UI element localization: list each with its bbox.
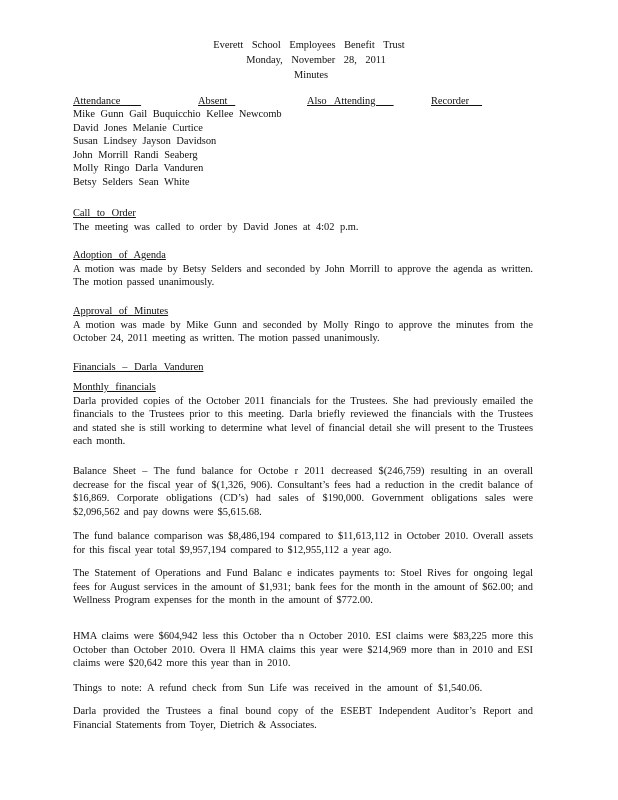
- absent-header: Absent: [198, 96, 236, 107]
- attendance-row: John Morrill Randi Seaberg: [73, 149, 198, 161]
- approval-section: [73, 305, 533, 346]
- adoption-section: [73, 249, 533, 290]
- claims-paragraph: [73, 630, 533, 671]
- audit-report-paragraph: [73, 705, 533, 732]
- attendance-row: Susan Lindsey Jayson Davidson: [73, 136, 217, 148]
- document-header: [0, 38, 618, 83]
- financials-heading: Financials – Darla Vanduren: [73, 362, 204, 373]
- call-to-order-section: [73, 207, 533, 234]
- balance-sheet-paragraph: [73, 465, 533, 519]
- financials-paragraph-4: The Statement of Operations and Fund Balanc e indicates payments to: Stoel Rives for ongoing legal fees for August services in the amount of $1,931; bank fees for the month in the amount of $62.00; and Wellness Program expenses for the month in the amount of $772.00.: [73, 568, 533, 607]
- attendance-row: Betsy Selders Sean White: [73, 176, 190, 188]
- financials-paragraph-3: The fund balance comparison was $8,486,194 compared to $11,613,112 in October 2010. Overall assets for this fiscal year total $9,957,194 compared to $12,955,112 a year ago.: [73, 531, 533, 556]
- financials-paragraph-2: Balance Sheet – The fund balance for Octobe r 2011 decreased $(246,759) resulting in an overall decrease for the fiscal year of $(1,326, 906). Consultant’s fees had a reduction in the credit balance of $16,869. Corporate obligations (CD’s) had sales of $190,000. Government obligations sales were $2,096,562 and pay downs were $5,615.68.: [73, 466, 533, 518]
- financials-section: [73, 361, 533, 375]
- recorder-header: Recorder: [431, 96, 483, 107]
- attendance-row: Molly Ringo Darla Vanduren: [73, 163, 204, 175]
- doc-type: Minutes: [293, 70, 329, 81]
- attendance-header: Attendance: [73, 96, 142, 107]
- fund-balance-paragraph: [73, 530, 533, 557]
- statement-operations-paragraph: [73, 567, 533, 608]
- financials-paragraph-1: Darla provided copies of the October 2011 financials for the Trustees. She had previously emailed the financials to the Trustees prior to this meeting. Darla briefly reviewed the financials with the Trustees and stated she is still working to determine what level of financial detail she will present to the Trustees each month.: [73, 395, 533, 448]
- adoption-heading: Adoption of Agenda: [73, 250, 166, 261]
- also-attending-header: Also Attending: [307, 96, 394, 107]
- attendance-headers: [0, 95, 618, 109]
- financials-paragraph-7: Darla provided the Trustees a final bound copy of the ESEBT Independent Auditor’s Report and Financial Statements from Toyer, Dietrich & Associates.: [73, 706, 533, 731]
- org-title: Everett School Employees Benefit Trust: [213, 40, 405, 51]
- meeting-date: Monday, November 28, 2011: [246, 55, 386, 66]
- call-to-order-text: The meeting was called to order by David Jones at 4:02 p.m.: [73, 221, 359, 233]
- adoption-text: A motion was made by Betsy Selders and seconded by John Morrill to approve the agenda as written. The motion passed unanimously.: [73, 263, 533, 289]
- financials-paragraph-5: HMA claims were $604,942 less this October tha n October 2010. ESI claims were $83,225 more this October than October 2010. Overa ll HMA claims this year were $214,969 more than in 2010 and ESI claims were $20,642 more this year than in 2010.: [73, 631, 533, 670]
- financials-paragraph-6: Things to note: A refund check from Sun Life was received in the amount of $1,540.06.: [73, 683, 483, 694]
- attendance-row: David Jones Melanie Curtice: [73, 122, 203, 134]
- call-to-order-heading: Call to Order: [73, 208, 136, 219]
- attendance-list: [73, 108, 533, 190]
- attendance-row: Mike Gunn Gail Buquicchio Kellee Newcomb: [73, 109, 282, 120]
- monthly-financials-section: [73, 381, 533, 449]
- things-to-note-paragraph: [73, 682, 533, 696]
- monthly-financials-heading: Monthly financials: [73, 382, 156, 393]
- approval-heading: Approval of Minutes: [73, 306, 169, 317]
- approval-text: A motion was made by Mike Gunn and seconded by Molly Ringo to approve the minutes from the October 24, 2011 meeting as written. The motion passed unanimously.: [73, 319, 533, 345]
